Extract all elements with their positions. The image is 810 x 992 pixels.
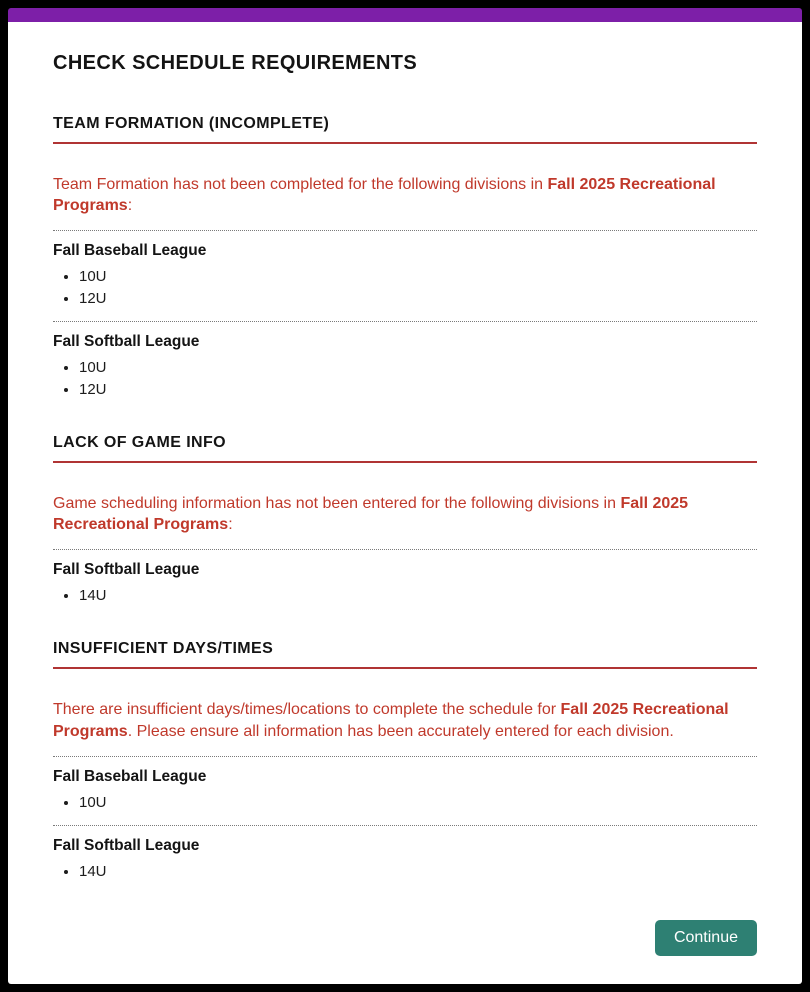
- warning-message: [53, 174, 757, 216]
- division-item: • 14U: [79, 587, 757, 604]
- league-name: Fall Softball League: [53, 836, 200, 854]
- section-lack-of-game-info: [53, 434, 757, 618]
- division-item: • 10U: [79, 794, 757, 811]
- section-insufficient-days-times: [53, 640, 757, 893]
- division-list: [53, 794, 757, 811]
- section-heading: LACK OF GAME INFO: [53, 434, 757, 463]
- division-list: [53, 359, 757, 398]
- warning-program-name: Fall 2025 Recreational Programs: [53, 495, 689, 534]
- modal-footer: [53, 894, 757, 956]
- division-list: [53, 268, 757, 307]
- warning-text-suffix: :: [127, 197, 133, 215]
- schedule-requirements-modal: [8, 22, 802, 984]
- section-heading: TEAM FORMATION (INCOMPLETE): [53, 115, 757, 144]
- league-group: [53, 230, 757, 307]
- division-item: • 12U: [79, 381, 757, 398]
- division-item: • 12U: [79, 290, 757, 307]
- warning-text: There are insufficient days/times/locations to complete the schedule for: [53, 701, 561, 719]
- warning-text: Team Formation has not been completed for the following divisions in: [53, 176, 548, 193]
- section-team-formation: [53, 115, 757, 412]
- continue-button[interactable]: Continue: [655, 920, 757, 956]
- league-group: [53, 825, 757, 880]
- league-name: Fall Softball League: [53, 561, 200, 579]
- division-item: • 10U: [79, 268, 757, 285]
- warning-text-suffix: . Please ensure all information has been accurately entered for each division.: [127, 722, 674, 740]
- warning-message: [53, 699, 757, 741]
- league-name: Fall Baseball League: [53, 767, 207, 785]
- league-name: Fall Baseball League: [53, 242, 207, 260]
- warning-text: Game scheduling information has not been entered for the following divisions in: [53, 495, 621, 513]
- page-title: CHECK SCHEDULE REQUIREMENTS: [53, 52, 418, 74]
- warning-program-name: Fall 2025 Recreational Programs: [53, 176, 716, 215]
- division-item: • 10U: [79, 359, 757, 376]
- top-accent-bar: [8, 8, 802, 22]
- warning-program-name: Fall 2025 Recreational Programs: [53, 701, 729, 740]
- league-group: [53, 321, 757, 398]
- league-name: Fall Softball League: [53, 333, 200, 351]
- warning-message: [53, 493, 757, 535]
- division-item: • 14U: [79, 863, 757, 880]
- division-list: [53, 587, 757, 604]
- league-group: [53, 756, 757, 811]
- league-group: [53, 549, 757, 604]
- section-heading: INSUFFICIENT DAYS/TIMES: [53, 640, 757, 669]
- warning-text-suffix: :: [228, 516, 233, 534]
- division-list: [53, 863, 757, 880]
